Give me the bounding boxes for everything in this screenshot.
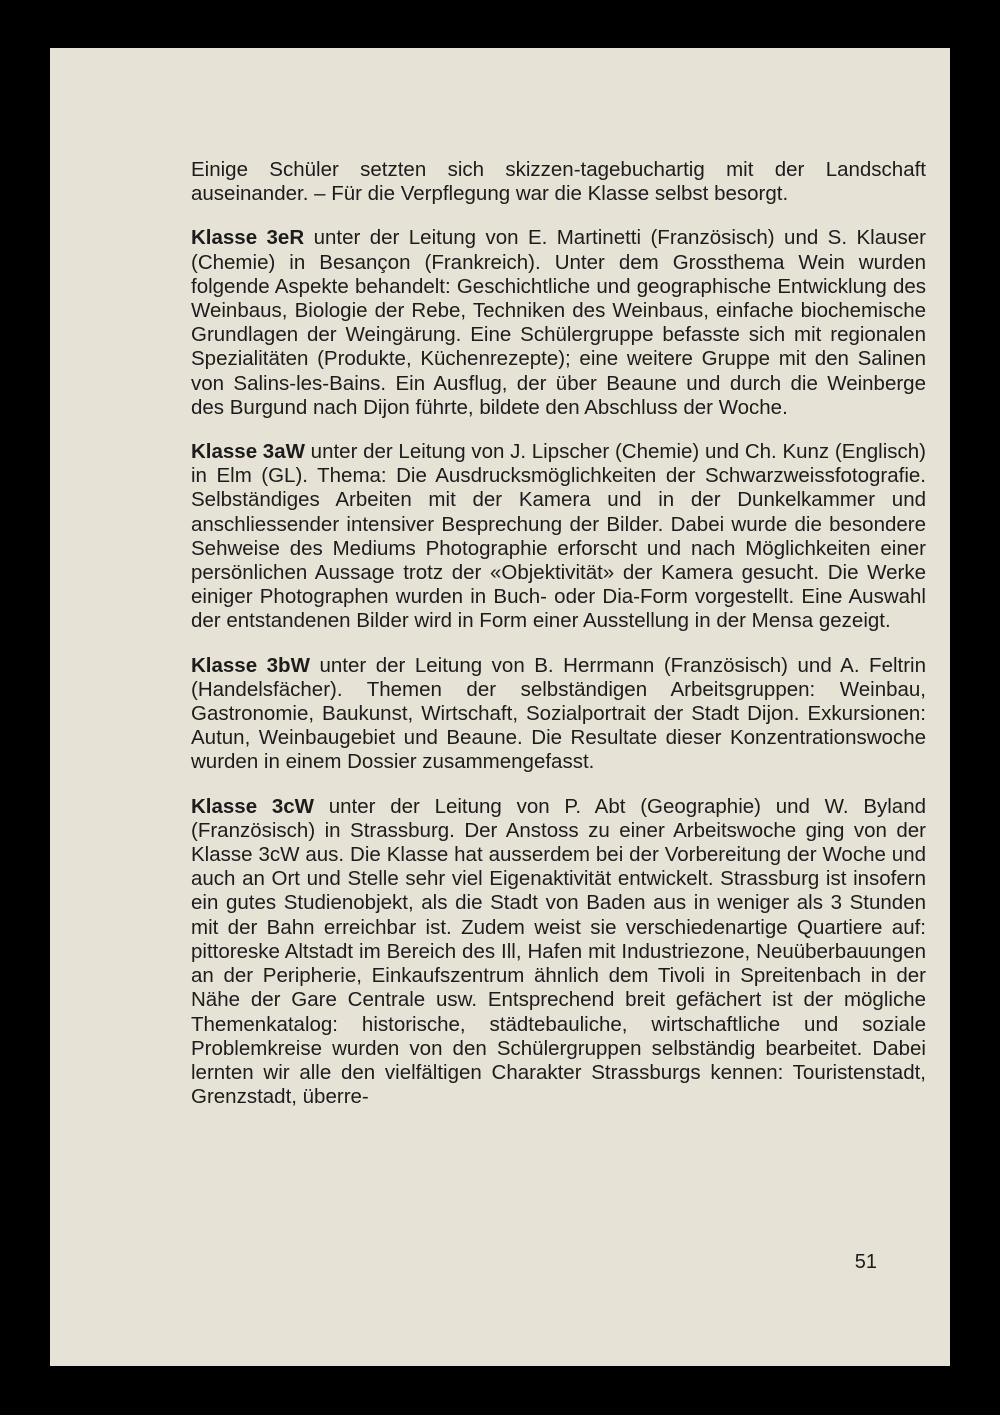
body-text [191, 158, 926, 1129]
page-number: 51 [854, 1251, 877, 1273]
section-heading: Klasse 3cW [191, 794, 314, 818]
section-text: unter der Leitung von J. Lipscher (Chemie) und Ch. Kunz (Englisch) in Elm (GL). Thema: Die Ausdrucksmöglichkeiten der Schwarzweissfotografie. Selbständiges Arbeiten mit der Kamera und in der Dunkelkammer und anschliessender intensiver Besprechung der Bilder. Dabei wurde die besondere Sehweise des Mediums Photographie erforscht und nach Möglichkeiten einer persönlichen Aussage trotz der «Objektivität» der Kamera gesucht. Die Werke einiger Photographen wurden in Buch- oder Dia-Form vorgestellt. Eine Auswahl der entstandenen Bilder wird in Form einer Ausstellung in der Mensa gezeigt. [191, 440, 927, 633]
section-text: unter der Leitung von P. Abt (Geographie) und W. Byland (Französisch) in Strassburg. Der Anstoss zu einer Arbeitswoche ging von der Klasse 3cW aus. Die Klasse hat ausserdem bei der Vorbereitung der Woche und auch an Ort und Stelle sehr viel Eigenaktivität entwickelt. Strassburg ist insofern ein gutes Studienobjekt, als die Stadt von Baden aus in weniger als 3 Stunden mit der Bahn erreichbar ist. Zudem weist sie verschiedenartige Quartiere auf: pittoreske Altstadt im Bereich des Ill, Hafen mit Industriezone, Neuüberbauungen an der Peripherie, Einkaufszentrum ähnlich dem Tivoli in Spreitenbach in der Nähe der Gare Centrale usw. Entsprechend breit gefächert ist der mögliche Themenkatalog: historische, städtebauliche, wirtschaftliche und soziale Problemkreise wurden von den Schülergruppen selbständig bearbeitet. Dabei lernten wir alle den vielfältigen Charakter Strassburgs kennen: Touristenstadt, Grenzstadt, überre- [191, 794, 926, 1109]
section-klasse-3er [191, 226, 926, 420]
section-heading: Klasse 3eR [191, 226, 305, 250]
intro-paragraph: Einige Schüler setzten sich skizzen-tagebuchartig mit der Landschaft auseinander. – Für die Verpflegung war die Klasse selbst besorgt. [191, 158, 926, 206]
section-text: unter der Leitung von B. Herrmann (Französisch) und A. Feltrin (Handelsfächer). Themen der selbständigen Arbeitsgruppen: Weinbau, Gastronomie, Baukunst, Wirtschaft, Sozialportrait der Stadt Dijon. Exkursionen: Autun, Weinbaugebiet und Beaune. Die Resultate dieser Konzentrationswoche wurden in einem Dossier zusammengefasst. [191, 653, 927, 774]
section-klasse-3bw [191, 654, 926, 775]
document-page [50, 48, 950, 1366]
section-heading: Klasse 3bW [191, 653, 310, 677]
section-klasse-3cw [191, 795, 926, 1110]
section-text: unter der Leitung von E. Martinetti (Französisch) und S. Klauser (Chemie) in Besançon (Frankreich). Unter dem Grossthema Wein wurden folgende Aspekte behandelt: Geschichtliche und geographische Entwicklung des Weinbaus, Biologie der Rebe, Techniken des Weinbaus, einfache biochemische Grundlagen der Weingärung. Eine Schülergruppe befasste sich mit regionalen Spezialitäten (Produkte, Küchenrezepte); eine weitere Gruppe mit den Salinen von Salins-les-Bains. Ein Ausflug, der über Beaune und durch die Weinberge des Burgund nach Dijon führte, bildete den Abschluss der Woche. [191, 226, 926, 419]
section-heading: Klasse 3aW [191, 440, 305, 464]
section-klasse-3aw [191, 440, 926, 634]
